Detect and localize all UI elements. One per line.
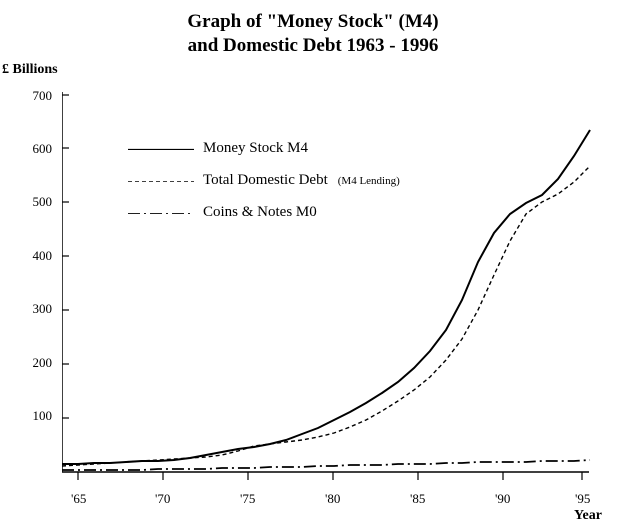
legend-sample-dashdot [128, 212, 194, 214]
chart-legend [128, 138, 528, 234]
legend-label-coins-notes: Coins & Notes M0 [203, 204, 317, 220]
legend-item-total-domestic-debt [128, 170, 528, 202]
x-tick-label: '85 [410, 491, 426, 506]
legend-sample-dotted [128, 180, 194, 182]
chart-title [0, 10, 626, 58]
legend-item-coins-notes [128, 202, 528, 234]
y-tick-label: 300 [32, 301, 52, 316]
y-axis-label: £ Billions [2, 62, 58, 77]
x-axis-label: Year [574, 508, 602, 523]
legend-label-total-domestic-debt [203, 172, 400, 189]
legend-item-money-stock [128, 138, 528, 170]
y-tick-label: 200 [32, 355, 52, 370]
x-tick-label: '80 [325, 491, 341, 506]
y-tick-label: 600 [32, 141, 52, 156]
chart-title-line2: and Domestic Debt 1963 - 1996 [187, 35, 439, 56]
legend-sample-solid [128, 148, 194, 150]
legend-label-text: Total Domestic Debt [203, 172, 328, 188]
y-tick-label: 700 [32, 88, 52, 103]
y-tick-label: 100 [32, 408, 52, 423]
chart-title-line1: Graph of "Money Stock" (M4) [187, 11, 439, 32]
y-tick-label: 400 [32, 248, 52, 263]
y-tick-label: 500 [32, 194, 52, 209]
x-tick-label: '65 [71, 491, 87, 506]
legend-label-money-stock: Money Stock M4 [203, 140, 308, 156]
x-tick-label: '75 [240, 491, 256, 506]
x-tick-label: '70 [155, 491, 171, 506]
x-tick-label: '90 [495, 491, 511, 506]
legend-label-sub: (M4 Lending) [337, 175, 400, 187]
x-tick-label: '95 [575, 491, 591, 506]
